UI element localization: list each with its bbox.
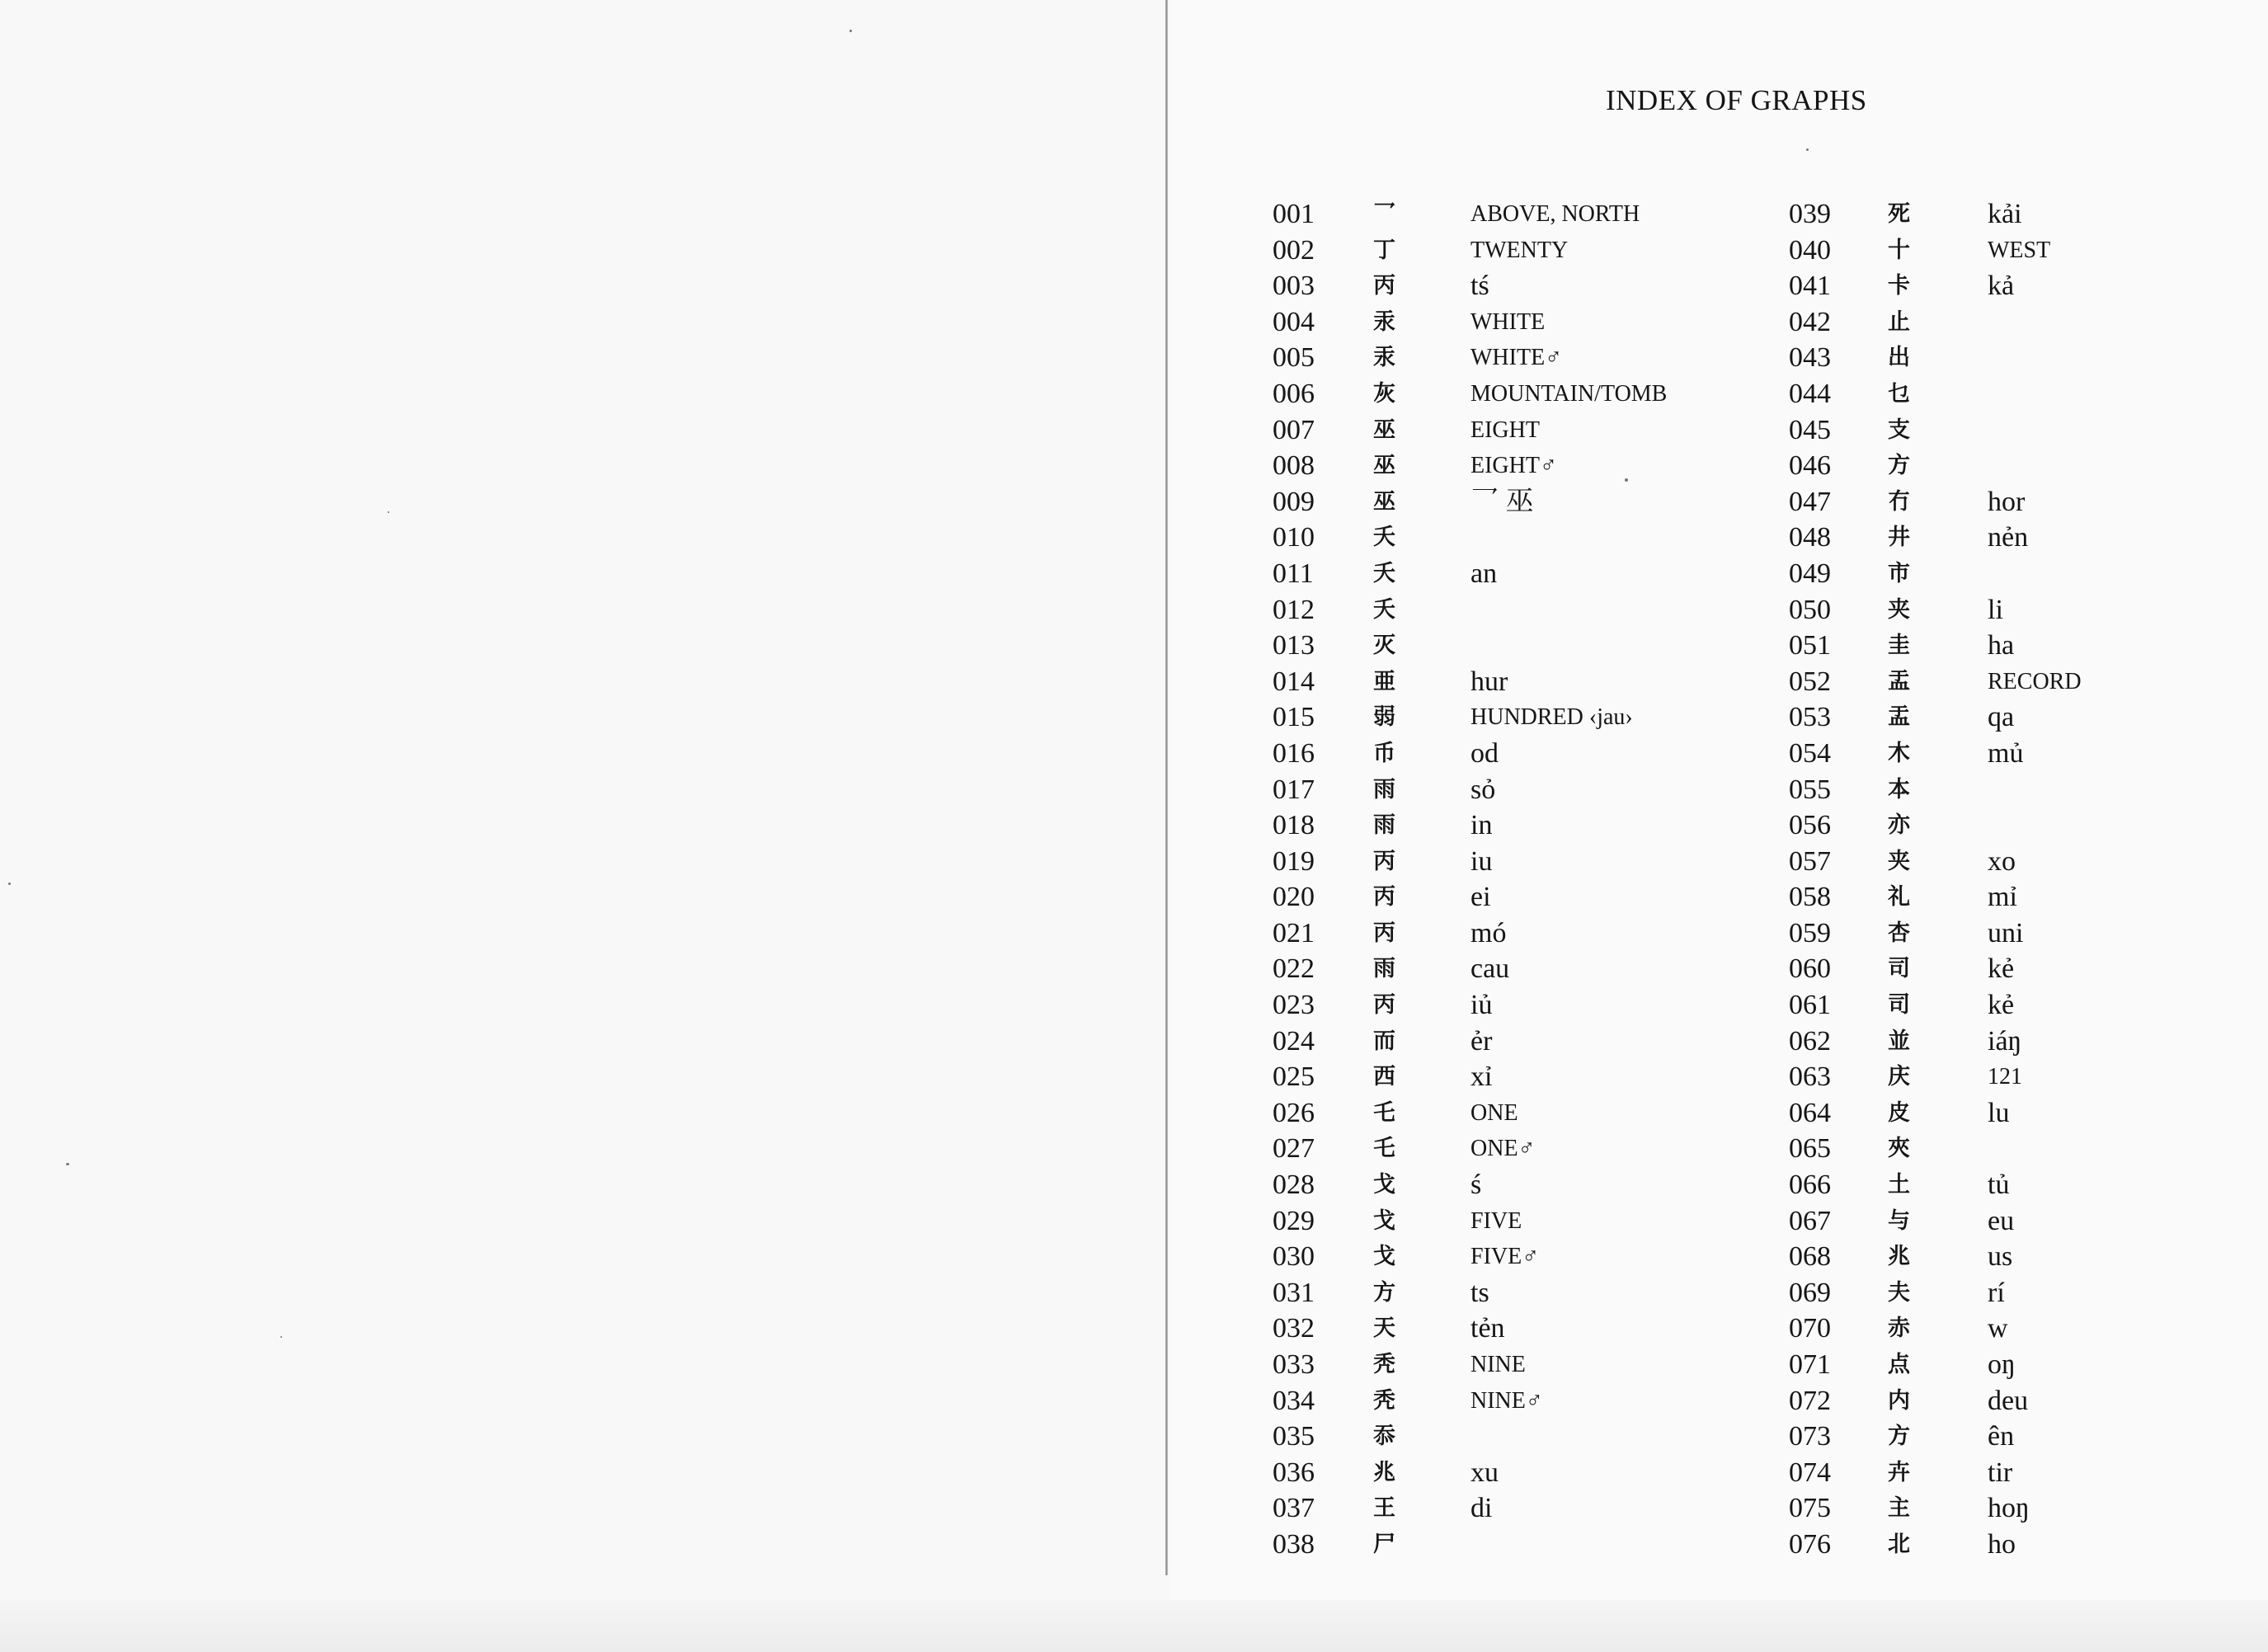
graph-reading: qa (1988, 702, 2015, 733)
graph-glyph: 死 (1888, 201, 1910, 227)
graph-number: 045 (1789, 414, 1831, 445)
graph-number: 069 (1789, 1277, 1831, 1308)
graph-reading: mủ (1988, 737, 2024, 769)
graph-reading: rí (1988, 1277, 2005, 1308)
graph-glyph: 弱 (1373, 704, 1395, 731)
graph-number: 042 (1789, 306, 1831, 337)
graph-glyph: 夹 (1888, 848, 1910, 874)
graph-glyph: 市 (1888, 560, 1910, 586)
graph-number: 055 (1789, 774, 1831, 805)
graph-glyph: 点 (1888, 1352, 1910, 1377)
graph-glyph: 方 (1888, 453, 1910, 479)
graph-reading: hoŋ (1988, 1493, 2030, 1524)
graph-number: 048 (1789, 522, 1831, 553)
graph-glyph: 圭 (1888, 633, 1910, 659)
graph-glyph: 卡 (1888, 273, 1910, 299)
graph-number: 018 (1273, 810, 1315, 841)
graph-reading: od (1470, 737, 1499, 769)
graph-number: 029 (1273, 1205, 1315, 1236)
graph-number: 027 (1273, 1133, 1315, 1165)
graph-reading: 乛 巫 (1470, 486, 1534, 517)
graph-glyph: 丙 (1373, 992, 1395, 1019)
graph-number: 052 (1789, 666, 1831, 697)
graph-glyph: 巫 (1373, 453, 1395, 479)
graph-number: 046 (1789, 450, 1831, 482)
graph-glyph: 与 (1888, 1207, 1910, 1234)
graph-reading: tir (1988, 1457, 2013, 1488)
graph-number: 066 (1789, 1170, 1831, 1201)
page-gutter (1165, 0, 1168, 1575)
graph-glyph: 内 (1888, 1387, 1910, 1414)
graph-reading: ONE (1470, 1099, 1518, 1126)
graph-reading: kải (1988, 199, 2022, 229)
graph-glyph: 雨 (1373, 956, 1395, 982)
scan-speck (66, 1163, 69, 1165)
graph-glyph: 亦 (1888, 812, 1910, 839)
graph-number: 038 (1273, 1528, 1315, 1560)
graph-glyph: 王 (1373, 1495, 1395, 1522)
graph-glyph: 盂 (1888, 704, 1910, 731)
scan-bottom-edge (0, 1600, 2268, 1652)
graph-glyph: 方 (1888, 1424, 1910, 1450)
graph-number: 013 (1273, 630, 1315, 661)
graph-reading: kẻ (1988, 990, 2015, 1021)
graph-reading: MOUNTAIN/TOMB (1470, 380, 1668, 407)
graph-reading: kẻ (1988, 953, 2015, 985)
graph-glyph: 灭 (1373, 633, 1395, 659)
graph-glyph: 西 (1373, 1064, 1395, 1090)
graph-glyph: 忝 (1373, 1424, 1395, 1450)
graph-glyph: 天 (1373, 1315, 1395, 1342)
graph-glyph: 夭 (1373, 560, 1395, 586)
graph-reading: mỉ (1988, 882, 2017, 913)
graph-number: 053 (1789, 702, 1831, 733)
graph-number: 007 (1273, 414, 1315, 445)
right-page (1169, 0, 2268, 1652)
graph-reading: lu (1988, 1097, 2010, 1128)
graph-glyph: 司 (1888, 992, 1910, 1019)
graph-number: 020 (1273, 882, 1315, 913)
graph-glyph: 北 (1888, 1531, 1910, 1557)
graph-glyph: 井 (1888, 525, 1910, 551)
graph-number: 057 (1789, 845, 1831, 877)
graph-glyph: 卉 (1888, 1459, 1910, 1485)
graph-glyph: 出 (1888, 345, 1910, 371)
graph-number: 026 (1273, 1097, 1315, 1128)
graph-number: 072 (1789, 1385, 1831, 1416)
graph-number: 015 (1273, 702, 1315, 733)
graph-glyph: 雨 (1373, 812, 1395, 839)
graph-reading: ś (1470, 1170, 1482, 1201)
graph-glyph: 夾 (1888, 1136, 1910, 1162)
graph-glyph: 礼 (1888, 884, 1910, 911)
graph-reading: xỉ (1470, 1061, 1493, 1093)
graph-reading: hor (1988, 486, 2026, 517)
scan-speck (1625, 478, 1628, 482)
graph-glyph: 杏 (1888, 920, 1910, 946)
graph-reading: xu (1470, 1457, 1499, 1488)
graph-glyph: 皮 (1888, 1099, 1910, 1126)
graph-number: 047 (1789, 486, 1831, 517)
graph-number: 031 (1273, 1277, 1315, 1308)
graph-glyph: 司 (1888, 956, 1910, 982)
graph-glyph: 丙 (1373, 273, 1395, 299)
graph-number: 039 (1789, 199, 1831, 229)
graph-glyph: 戈 (1373, 1207, 1395, 1234)
graph-number: 060 (1789, 953, 1831, 985)
graph-number: 003 (1273, 271, 1315, 302)
graph-number: 062 (1789, 1025, 1831, 1057)
graph-reading: li (1988, 594, 2003, 625)
graph-reading: xo (1988, 845, 2016, 877)
graph-glyph: 乛 (1373, 201, 1395, 227)
graph-number: 016 (1273, 737, 1315, 769)
graph-reading: FIVE (1470, 1207, 1522, 1234)
page-title: INDEX OF GRAPHS (1606, 84, 1867, 116)
graph-number: 019 (1273, 845, 1315, 877)
graph-number: 064 (1789, 1097, 1831, 1128)
graph-number: 074 (1789, 1457, 1831, 1488)
graph-number: 054 (1789, 737, 1831, 769)
graph-glyph: 並 (1888, 1028, 1910, 1054)
graph-reading: ên (1988, 1421, 2015, 1452)
graph-glyph: 庆 (1888, 1064, 1910, 1090)
graph-number: 009 (1273, 486, 1315, 517)
graph-reading: HUNDRED ‹jau› (1470, 704, 1633, 731)
graph-number: 063 (1789, 1061, 1831, 1093)
graph-glyph: 乜 (1888, 380, 1910, 407)
graph-reading: iáŋ (1988, 1025, 2022, 1057)
graph-reading: w (1988, 1313, 2008, 1344)
graph-reading: ts (1470, 1277, 1489, 1308)
graph-number: 025 (1273, 1061, 1315, 1093)
graph-glyph: 夭 (1373, 525, 1395, 551)
graph-number: 002 (1273, 234, 1315, 266)
graph-number: 075 (1789, 1493, 1831, 1524)
graph-reading: an (1470, 558, 1498, 589)
graph-glyph: 乇 (1373, 1136, 1395, 1162)
graph-glyph: 戈 (1373, 1244, 1395, 1270)
graph-number: 012 (1273, 594, 1315, 625)
graph-glyph: 币 (1373, 740, 1395, 766)
graph-number: 051 (1789, 630, 1831, 661)
graph-reading: iu (1470, 845, 1493, 877)
graph-number: 044 (1789, 378, 1831, 409)
graph-glyph: 而 (1373, 1028, 1395, 1054)
graph-reading: uni (1988, 917, 2024, 948)
graph-glyph: 巫 (1373, 417, 1395, 443)
graph-glyph: 雨 (1373, 776, 1395, 802)
graph-glyph: 秃 (1373, 1387, 1395, 1414)
graph-number: 068 (1789, 1241, 1831, 1273)
graph-number: 021 (1273, 917, 1315, 948)
graph-number: 041 (1789, 271, 1831, 302)
graph-glyph: 盂 (1888, 668, 1910, 694)
graph-number: 076 (1789, 1528, 1831, 1560)
graph-number: 061 (1789, 990, 1831, 1021)
graph-glyph: 戈 (1373, 1172, 1395, 1198)
graph-reading: tś (1470, 271, 1489, 302)
graph-reading: FIVE♂ (1470, 1244, 1540, 1270)
graph-number: 030 (1273, 1241, 1315, 1273)
scan-speck (849, 30, 852, 32)
scan-speck (1806, 148, 1809, 151)
graph-number: 043 (1789, 342, 1831, 374)
graph-reading: NINE (1470, 1352, 1526, 1377)
graph-glyph: 夭 (1373, 596, 1395, 623)
graph-number: 006 (1273, 378, 1315, 409)
graph-number: 032 (1273, 1313, 1315, 1344)
graph-number: 036 (1273, 1457, 1315, 1488)
graph-reading: ẻr (1470, 1025, 1493, 1057)
graph-number: 040 (1789, 234, 1831, 266)
graph-number: 034 (1273, 1385, 1315, 1416)
graph-reading: sỏ (1470, 774, 1496, 805)
graph-reading: ha (1988, 630, 2015, 661)
graph-number: 028 (1273, 1170, 1315, 1201)
graph-number: 049 (1789, 558, 1831, 589)
graph-number: 073 (1789, 1421, 1831, 1452)
graph-glyph: 灰 (1373, 380, 1395, 407)
graph-reading: oŋ (1988, 1349, 2016, 1380)
graph-number: 014 (1273, 666, 1315, 697)
graph-number: 059 (1789, 917, 1831, 948)
graph-reading: ABOVE, NORTH (1470, 201, 1640, 227)
graph-glyph: 冇 (1888, 488, 1910, 515)
scan-speck (8, 882, 11, 885)
graph-glyph: 兆 (1373, 1459, 1395, 1485)
graph-reading: nẻn (1988, 522, 2029, 553)
graph-reading: iủ (1470, 990, 1493, 1021)
graph-reading: ho (1988, 1528, 2016, 1560)
graph-reading: tẻn (1470, 1313, 1505, 1344)
graph-number: 023 (1273, 990, 1315, 1021)
graph-glyph: 汞 (1373, 345, 1395, 371)
graph-reading: us (1988, 1241, 2013, 1273)
graph-number: 070 (1789, 1313, 1831, 1344)
graph-number: 058 (1789, 882, 1831, 913)
graph-glyph: 丙 (1373, 920, 1395, 946)
graph-reading: tủ (1988, 1170, 2010, 1201)
graph-glyph: 十 (1888, 237, 1910, 263)
graph-glyph: 丁 (1373, 237, 1395, 263)
graph-reading: cau (1470, 953, 1510, 985)
graph-reading: deu (1988, 1385, 2029, 1416)
graph-number: 008 (1273, 450, 1315, 482)
graph-reading: ONE♂ (1470, 1136, 1536, 1162)
graph-glyph: 秃 (1373, 1352, 1395, 1377)
graph-reading: WHITE (1470, 308, 1546, 335)
graph-number: 024 (1273, 1025, 1315, 1057)
graph-reading: RECORD (1988, 668, 2082, 694)
graph-glyph: 主 (1888, 1495, 1910, 1522)
graph-glyph: 亜 (1373, 668, 1395, 694)
graph-glyph: 支 (1888, 417, 1910, 443)
graph-number: 017 (1273, 774, 1315, 805)
graph-reading: hur (1470, 666, 1508, 697)
graph-reading: mó (1470, 917, 1507, 948)
graph-reading: EIGHT♂ (1470, 453, 1557, 479)
graph-number: 035 (1273, 1421, 1315, 1452)
graph-number: 037 (1273, 1493, 1315, 1524)
graph-glyph: 巫 (1373, 488, 1395, 515)
graph-number: 001 (1273, 199, 1315, 229)
graph-reading: di (1470, 1493, 1493, 1524)
graph-glyph: 丙 (1373, 848, 1395, 874)
graph-reading: 121 (1988, 1064, 2022, 1090)
graph-glyph: 方 (1373, 1279, 1395, 1306)
graph-number: 033 (1273, 1349, 1315, 1380)
graph-reading: kả (1988, 271, 2015, 302)
graph-reading: EIGHT (1470, 417, 1540, 443)
graph-number: 004 (1273, 306, 1315, 337)
graph-glyph: 本 (1888, 776, 1910, 802)
graph-reading: NINE♂ (1470, 1387, 1543, 1414)
graph-glyph: 夫 (1888, 1279, 1910, 1306)
graph-reading: eu (1988, 1205, 2015, 1236)
graph-glyph: 止 (1888, 308, 1910, 335)
graph-reading: WEST (1988, 237, 2051, 263)
graph-number: 050 (1789, 594, 1831, 625)
graph-number: 005 (1273, 342, 1315, 374)
graph-reading: ei (1470, 882, 1491, 913)
graph-number: 065 (1789, 1133, 1831, 1165)
graph-number: 011 (1273, 558, 1314, 589)
graph-glyph: 木 (1888, 740, 1910, 766)
graph-glyph: 汞 (1373, 308, 1395, 335)
graph-reading: TWENTY (1470, 237, 1569, 263)
scan-speck (388, 511, 389, 513)
graph-glyph: 赤 (1888, 1315, 1910, 1342)
graph-glyph: 丙 (1373, 884, 1395, 911)
graph-number: 067 (1789, 1205, 1831, 1236)
graph-number: 010 (1273, 522, 1315, 553)
graph-glyph: 乇 (1373, 1099, 1395, 1126)
graph-glyph: 兆 (1888, 1244, 1910, 1270)
scan-speck (280, 1336, 282, 1338)
graph-number: 056 (1789, 810, 1831, 841)
graph-number: 071 (1789, 1349, 1831, 1380)
graph-reading: WHITE♂ (1470, 345, 1563, 371)
graph-reading: in (1470, 810, 1493, 841)
graph-number: 022 (1273, 953, 1315, 985)
graph-glyph: 夹 (1888, 596, 1910, 623)
graph-glyph: 尸 (1373, 1531, 1395, 1557)
graph-glyph: 土 (1888, 1172, 1910, 1198)
